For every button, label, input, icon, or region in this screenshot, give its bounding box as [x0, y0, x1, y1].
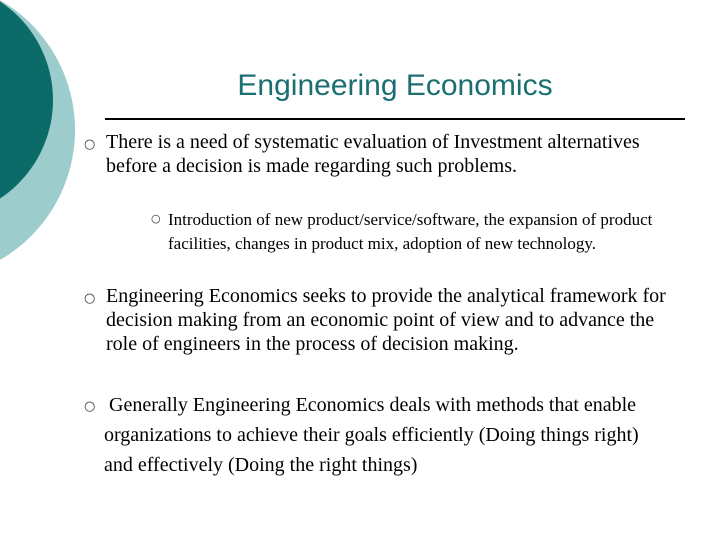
sub-bullet-text-1: Introduction of new product/service/software, the expansion of product facilities, changes in product mix, adoption of new technology.: [168, 210, 653, 253]
bullet-text-3: Generally Engineering Economics deals with methods that enable organizations to achieve their goals efficiently (Doing things right) and effectively (Doing the right things): [104, 394, 644, 476]
slide-title: Engineering Economics: [237, 69, 553, 102]
bullet-text-1: There is a need of systematic evaluation of Investment alternatives before a decision is made regarding such problems.: [106, 131, 640, 177]
title-underline: [105, 118, 685, 120]
decorative-teal-circles: [0, 0, 80, 300]
hollow-circle-bullet-icon: ○: [84, 399, 96, 414]
hollow-circle-bullet-icon: ○: [84, 137, 96, 152]
bullet-text-2: Engineering Economics seeks to provide the analytical framework for decision making from an economic point of view and to advance the role of engineers in the process of decision making.: [106, 285, 666, 355]
hollow-circle-bullet-icon: ○: [151, 212, 161, 225]
hollow-circle-bullet-icon: ○: [84, 291, 96, 306]
